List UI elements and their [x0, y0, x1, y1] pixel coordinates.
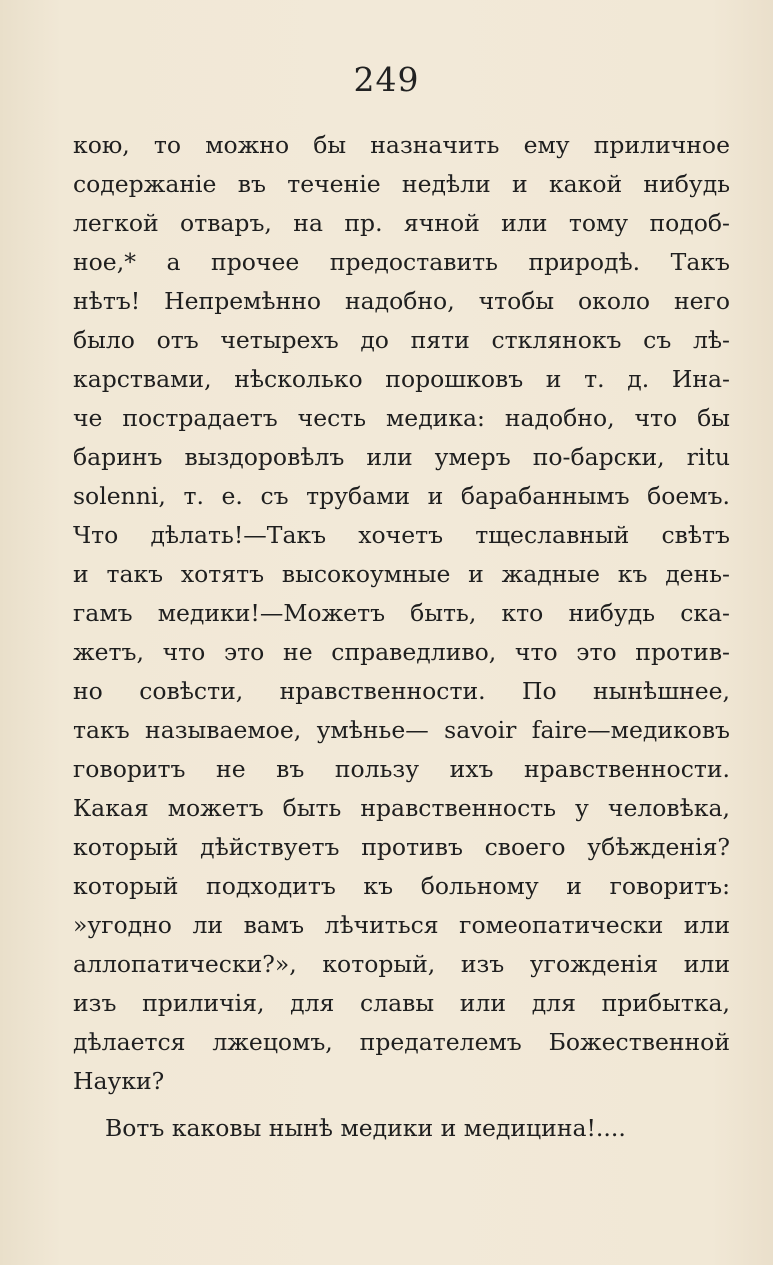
text-line: который дѣйствуетъ противъ своего убѣжденія?: [73, 833, 730, 861]
text-line: карствами, нѣсколько порошковъ и т. д. Ина-: [73, 365, 730, 393]
text-line: гамъ медики!—Можетъ быть, кто нибудь ска-: [73, 599, 730, 627]
body-text: [73, 126, 730, 1148]
text-line: баринъ выздоровѣлъ или умеръ по-барски, ritu: [73, 443, 730, 471]
text-line: было отъ четырехъ до пяти стклянокъ съ лѣ-: [73, 326, 730, 354]
text-line: Какая можетъ быть нравственность у человѣка,: [73, 794, 730, 822]
text-line: Что дѣлать!—Такъ хочетъ тщеславный свѣтъ: [73, 521, 730, 549]
text-line: но совѣсти, нравственности. По нынѣшнее,: [73, 677, 730, 705]
text-line: дѣлается лжецомъ, предателемъ Божественной: [73, 1028, 730, 1056]
text-line: содержаніе въ теченіе недѣли и какой нибудь: [73, 170, 730, 198]
text-line: solenni, т. е. съ трубами и барабаннымъ боемъ.: [73, 482, 730, 510]
text-line: »угодно ли вамъ лѣчиться гомеопатически или: [73, 911, 730, 939]
text-line: нѣтъ! Непремѣнно надобно, чтобы около него: [73, 287, 730, 315]
text-line: говоритъ не въ пользу ихъ нравственности.: [73, 755, 730, 783]
text-line: жетъ, что это не справедливо, что это против-: [73, 638, 730, 666]
text-line: и такъ хотятъ высокоумные и жадные къ день-: [73, 560, 730, 588]
text-line: ное,* а прочее предоставить природѣ. Такъ: [73, 248, 730, 276]
closing-line: Вотъ каковы нынѣ медики и медицина!....: [105, 1114, 626, 1142]
text-line: такъ называемое, умѣнье— savoir faire—медиковъ: [73, 716, 730, 744]
text-line: изъ приличія, для славы или для прибытка,: [73, 989, 730, 1017]
text-line: легкой отваръ, на пр. ячной или тому подоб-: [73, 209, 730, 237]
page-number: 249: [353, 60, 420, 99]
text-line: кою, то можно бы назначить ему приличное: [73, 131, 730, 159]
text-line: который подходитъ къ больному и говоритъ:: [73, 872, 730, 900]
text-line: че пострадаетъ честь медика: надобно, что бы: [73, 404, 730, 432]
text-line: Науки?: [73, 1067, 165, 1095]
paragraph-gap: [73, 1101, 730, 1109]
text-line: аллопатически?», который, изъ угожденія или: [73, 950, 730, 978]
